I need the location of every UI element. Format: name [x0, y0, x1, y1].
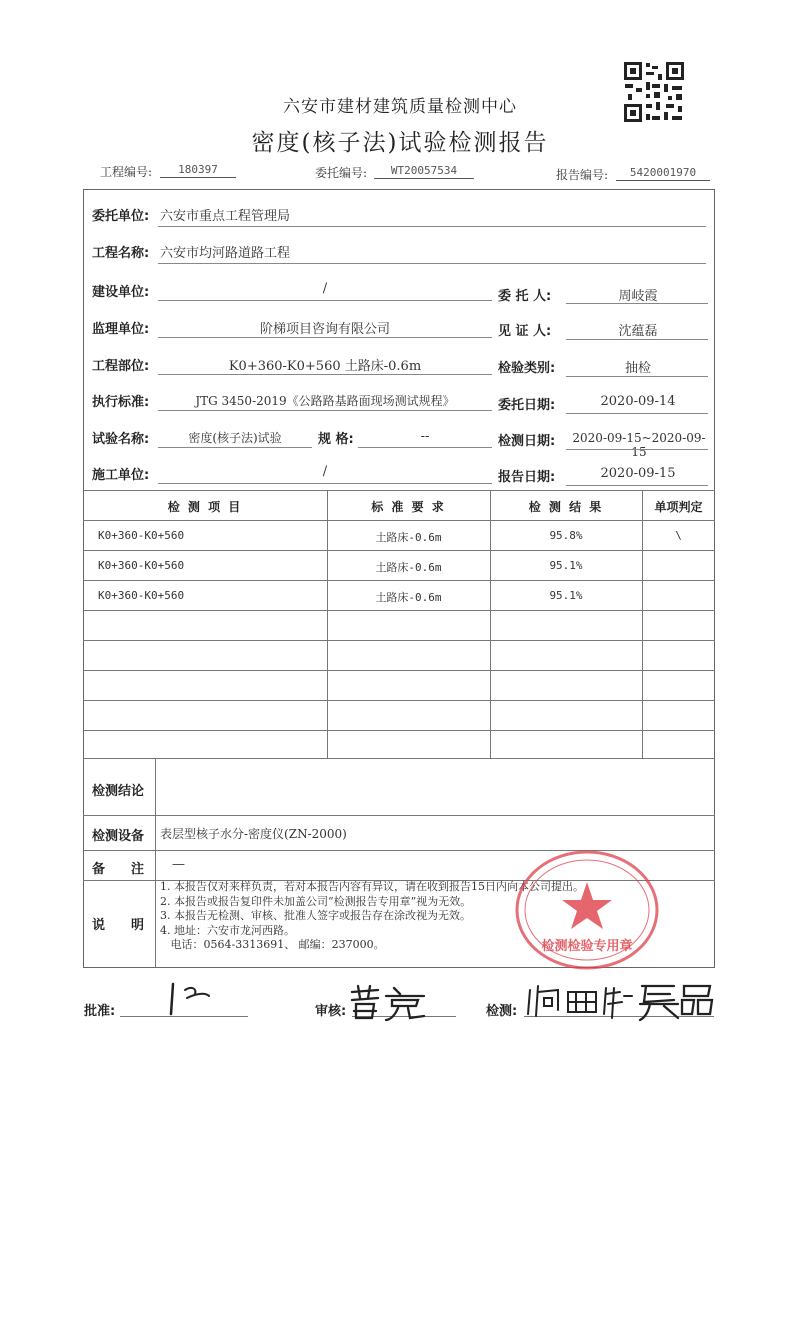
- test-label: 检测:: [486, 1004, 518, 1019]
- row-requirement: 土路床-0.6m: [375, 531, 442, 544]
- test-date-value: 2020-09-15~2020-09-15: [572, 431, 706, 459]
- project-no-value: 180397: [160, 162, 236, 178]
- approve-signature-icon: [165, 980, 215, 1016]
- standard-label: 执行标准:: [92, 395, 150, 410]
- commission-date-label: 委托日期:: [498, 398, 556, 413]
- construction-unit-underline: [158, 300, 492, 301]
- inspection-type-value: 抽检: [624, 361, 651, 376]
- table-header-requirement: 标 准 要 求: [371, 500, 446, 514]
- commission-no-value: WT20057534: [374, 163, 474, 179]
- spec-label: 规 格:: [318, 432, 354, 447]
- standard-value: JTG 3450-2019《公路路基路面现场测试规程》: [195, 394, 455, 408]
- client-unit-underline: [158, 226, 706, 227]
- note-item: 电话：0564-3313691、 邮编：237000。: [160, 938, 385, 951]
- table-row-line: [83, 580, 715, 581]
- commission-date-value: 2020-09-14: [600, 394, 676, 409]
- table-row-line: [83, 610, 715, 611]
- project-no-label: 工程编号:: [100, 165, 153, 179]
- report-title: 密度(核子法)试验检测报告: [251, 130, 549, 156]
- table-row-line: [83, 640, 715, 641]
- project-part-value: K0+360-K0+560 土路床-0.6m: [228, 359, 422, 374]
- construction-unit-value: /: [322, 281, 328, 296]
- report-no-value: 5420001970: [616, 165, 710, 181]
- consignor-value: 周岐霞: [618, 289, 658, 304]
- row-judgement: \: [675, 529, 682, 542]
- note-item: 3. 本报告无检测、审核、批准人签字或报告存在涂改视为无效。: [160, 909, 471, 922]
- notes-label: 说 明: [92, 918, 145, 933]
- test-date-label: 检测日期:: [498, 434, 556, 449]
- table-row-line: [83, 700, 715, 701]
- note-item: 1. 本报告仅对来样负责，若对本报告内容有异议，请在收到报告15日内向本公司提出。: [160, 880, 584, 893]
- review-label: 审核:: [315, 1004, 347, 1019]
- table-row-line: [83, 670, 715, 671]
- table-header-item: 检 测 项 目: [167, 500, 243, 514]
- test-name-underline: [158, 447, 312, 448]
- approve-label: 批准:: [84, 1004, 116, 1019]
- supervision-unit-label: 监理单位:: [92, 322, 150, 337]
- witness-label: 见 证 人:: [498, 324, 552, 339]
- remarks-value: —: [172, 857, 185, 872]
- witness-value: 沈蕴磊: [618, 324, 658, 339]
- row-requirement: 土路床-0.6m: [375, 591, 442, 604]
- table-row-line: [83, 730, 715, 731]
- table-header-judgement: 单项判定: [654, 500, 703, 514]
- witness-underline: [566, 339, 708, 340]
- equipment-value: 表层型核子水分-密度仪(ZN-2000): [160, 827, 347, 841]
- table-top-line: [83, 490, 715, 491]
- row-item: K0+360-K0+560: [98, 529, 185, 542]
- stamp-text: 检测检验专用章: [541, 939, 633, 954]
- spec-underline: [358, 447, 492, 448]
- builder-unit-value: /: [322, 464, 328, 479]
- approve-line: [120, 1016, 248, 1017]
- row-requirement: 土路床-0.6m: [375, 561, 442, 574]
- project-part-label: 工程部位:: [92, 359, 150, 374]
- consignor-label: 委 托 人:: [498, 289, 552, 304]
- commission-date-underline: [566, 413, 708, 414]
- inspection-type-underline: [566, 376, 708, 377]
- equipment-label: 检测设备: [92, 829, 145, 844]
- note-item: 4. 地址：六安市龙河西路。: [160, 923, 295, 937]
- test-name-value: 密度(核子法)试验: [188, 431, 282, 445]
- row-item: K0+360-K0+560: [98, 589, 185, 602]
- organization-name: 六安市建材建筑质量检测中心: [283, 97, 517, 117]
- project-part-underline: [158, 374, 492, 375]
- construction-unit-label: 建设单位:: [92, 285, 150, 300]
- builder-unit-underline: [158, 483, 492, 484]
- remarks-label: 备 注: [92, 862, 145, 877]
- client-unit-label: 委托单位:: [92, 209, 150, 224]
- builder-unit-label: 施工单位:: [92, 468, 150, 483]
- project-name-label: 工程名称:: [92, 246, 150, 261]
- project-name-value: 六安市均河路道路工程: [160, 246, 291, 261]
- footer-col-line: [155, 758, 156, 968]
- report-date-label: 报告日期:: [498, 470, 556, 485]
- report-date-underline: [566, 485, 708, 486]
- row-result: 95.1%: [549, 589, 583, 602]
- standard-underline: [158, 410, 492, 411]
- conclusion-line: [83, 815, 715, 816]
- inspection-seal-stamp: [512, 848, 662, 978]
- supervision-unit-value: 阶梯项目咨询有限公司: [259, 322, 390, 337]
- conclusion-label: 检测结论: [92, 784, 145, 799]
- table-bottom-line: [83, 758, 715, 759]
- test-date-underline: [566, 449, 708, 450]
- project-name-underline: [158, 263, 706, 264]
- table-header-line: [83, 520, 715, 521]
- client-unit-value: 六安市重点工程管理局: [160, 209, 291, 224]
- consignor-underline: [566, 303, 708, 304]
- test-name-label: 试验名称:: [92, 432, 150, 447]
- supervision-unit-underline: [158, 337, 492, 338]
- review-signature-icon: [348, 984, 428, 1022]
- table-row-line: [83, 550, 715, 551]
- commission-no-label: 委托编号:: [315, 166, 368, 180]
- report-no-label: 报告编号:: [556, 168, 609, 182]
- spec-value: --: [420, 429, 430, 444]
- report-date-value: 2020-09-15: [600, 466, 676, 481]
- note-item: 2. 本报告或报告复印件未加盖公司“检测报告专用章”视为无效。: [160, 894, 472, 908]
- test-signature-icon: [524, 982, 714, 1022]
- row-item: K0+360-K0+560: [98, 559, 185, 572]
- inspection-type-label: 检验类别:: [498, 361, 556, 376]
- row-result: 95.1%: [549, 559, 583, 572]
- table-header-result: 检 测 结 果: [528, 500, 604, 514]
- row-result: 95.8%: [549, 529, 583, 542]
